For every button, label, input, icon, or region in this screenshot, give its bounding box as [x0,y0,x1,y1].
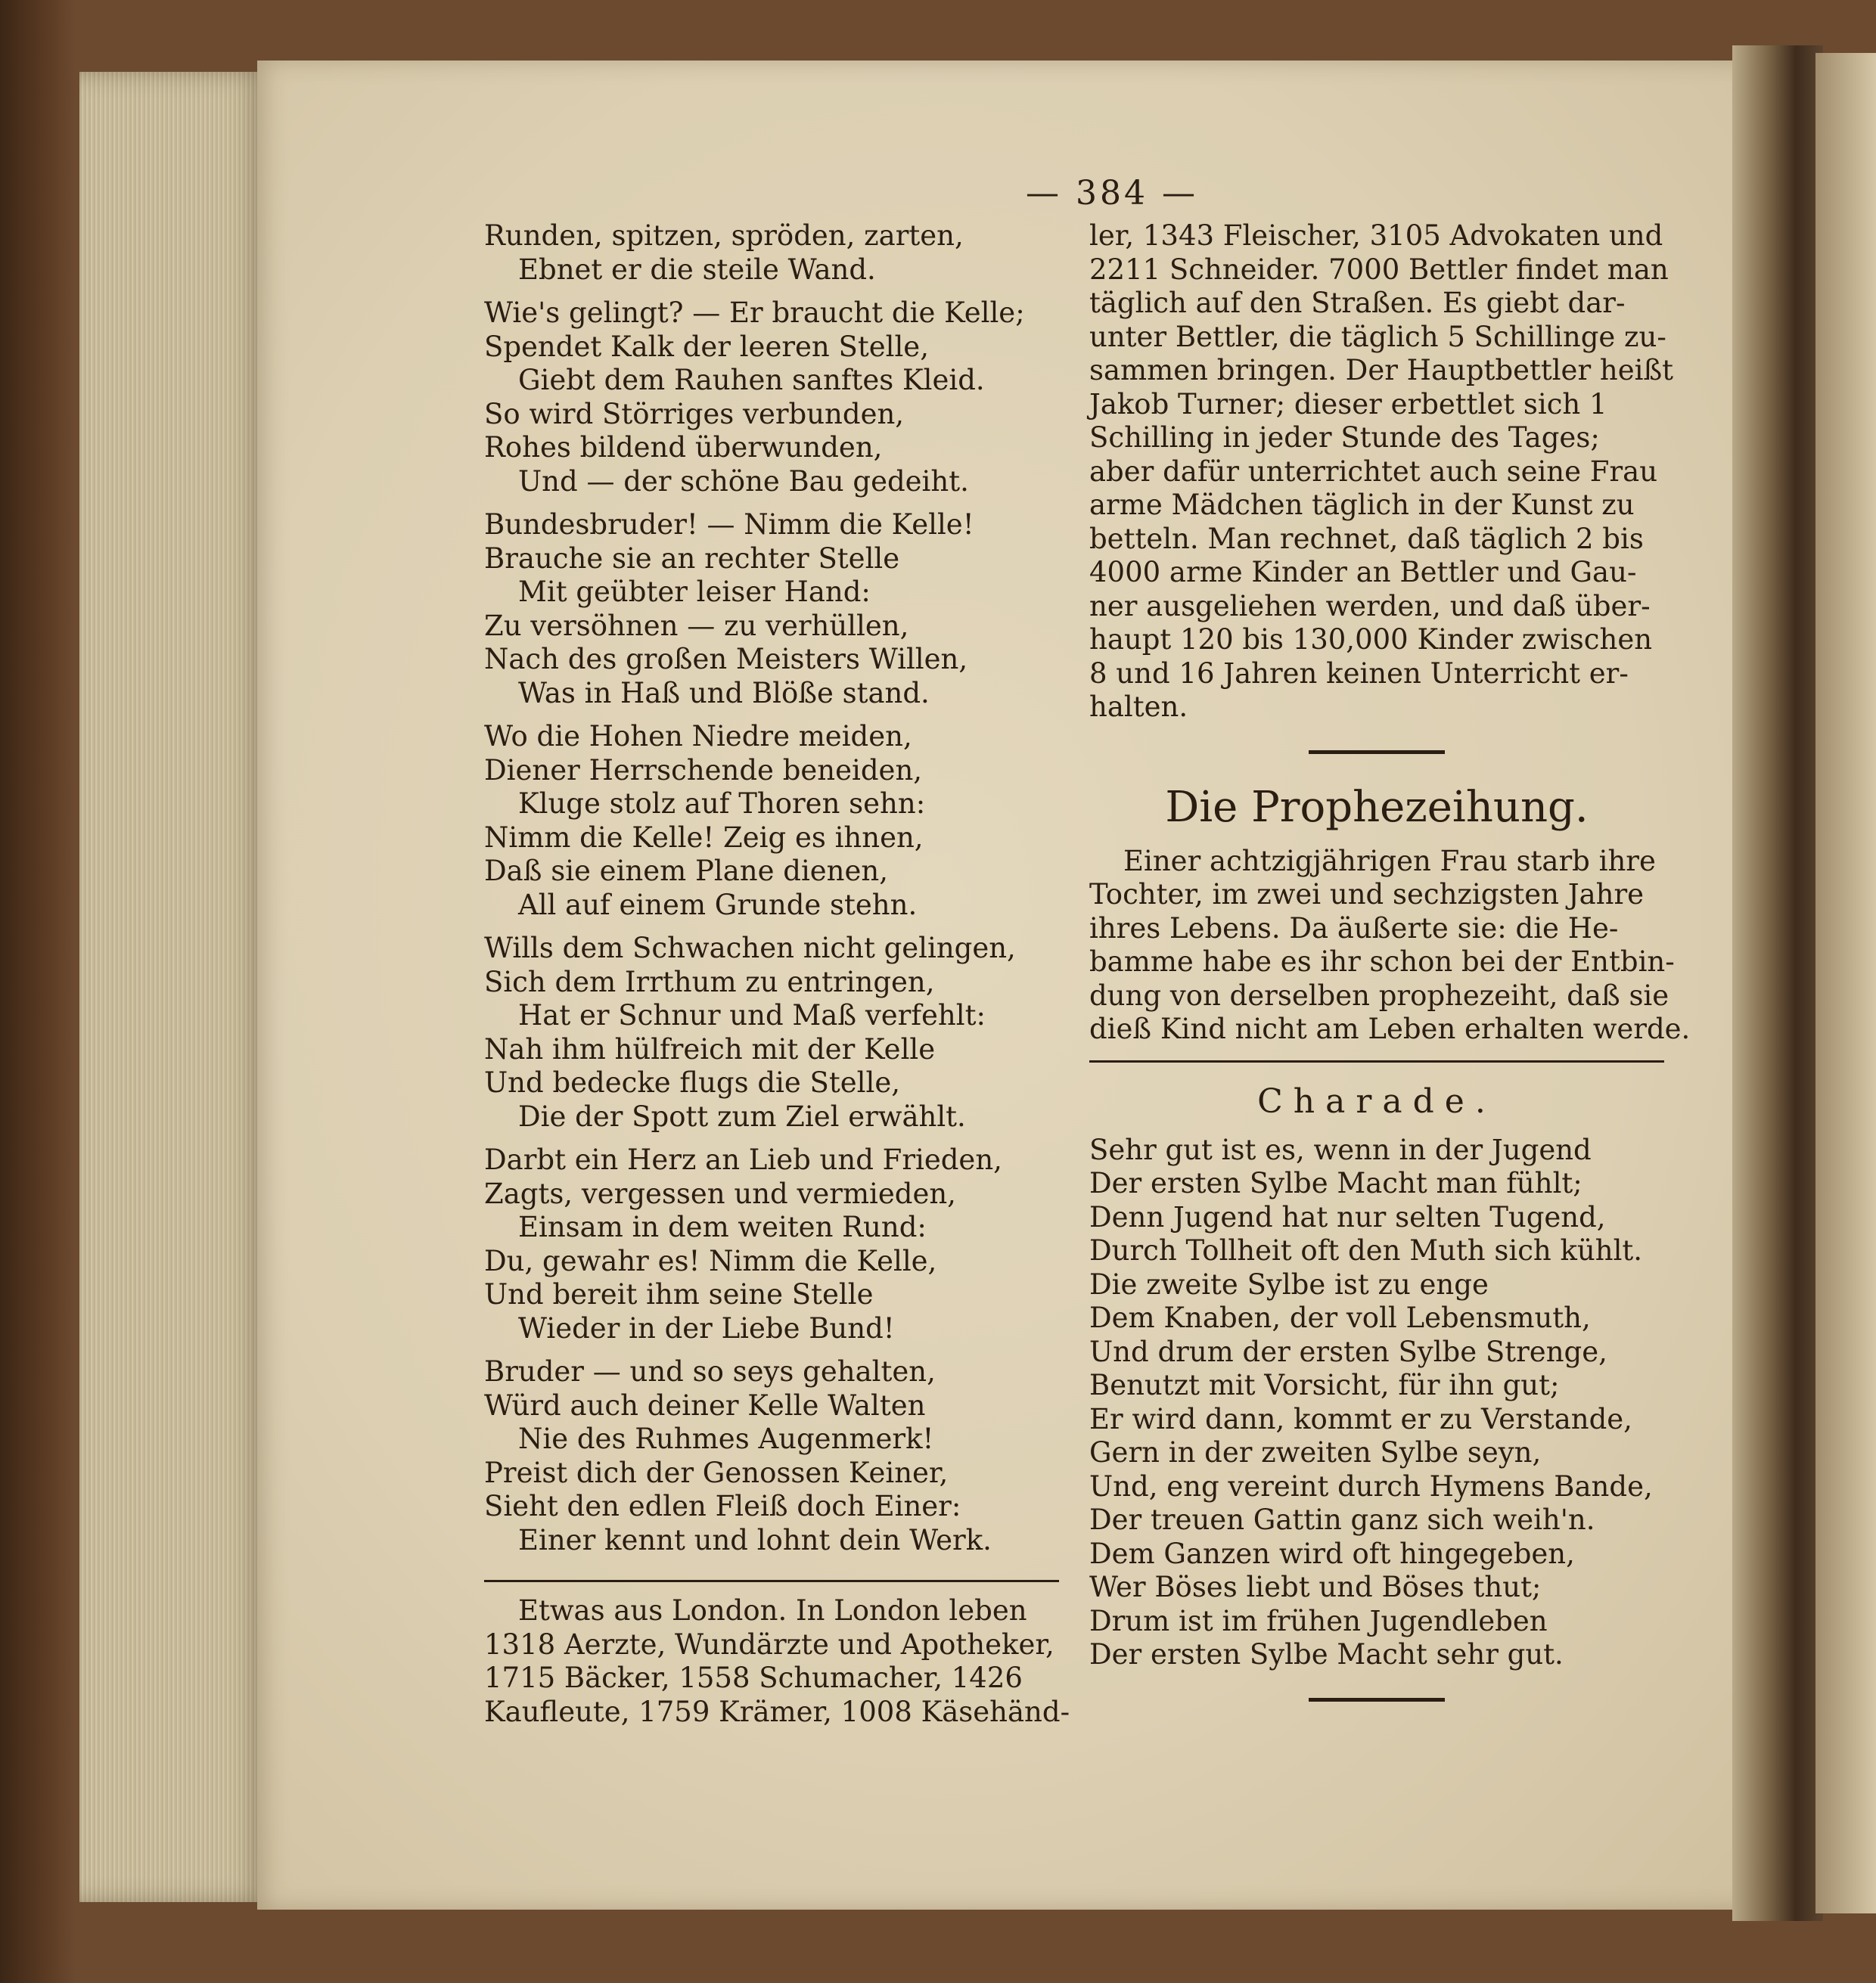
poem-line: Sehr gut ist es, wenn in der Jugend [1089,1133,1592,1166]
poem-line: Diener Herrschende beneiden, [484,753,923,787]
poem-line: Und bereit ihm seine Stelle [484,1278,874,1311]
right-column [1089,219,1691,1729]
short-divider [1309,750,1445,754]
article-line: betteln. Man rechnet, daß täglich 2 bis [1089,522,1644,555]
charade-poem [1089,1134,1664,1672]
poem-line: Dem Ganzen wird oft hingegeben, [1089,1537,1575,1570]
article-line: halten. [1089,690,1188,723]
article-line: dieß Kind nicht am Leben erhalten werde. [1089,1013,1691,1045]
poem-line: Rohes bildend überwunden, [484,431,883,464]
poem-line: Und, eng vereint durch Hymens Bande, [1089,1469,1653,1503]
poem-line: Und drum der ersten Sylbe Strenge, [1089,1335,1607,1368]
book-gutter [1732,45,1823,1921]
article-line: 8 und 16 Jahren keinen Unterricht er- [1089,656,1629,690]
article-line: haupt 120 bis 130,000 Kinder zwischen [1089,623,1653,656]
poem-line: Darbt ein Herz an Lieb und Frieden, [484,1144,1002,1176]
poem-line: Und bedecke flugs die Stelle, [484,1066,900,1099]
article-line: Einer achtzigjährigen Frau starb ihre [1123,844,1656,877]
poem-line: Hat er Schnur und Maß verfehlt: [518,999,986,1032]
poem-stanza-7 [484,1355,1059,1557]
poem-stanza-3 [484,508,1059,710]
poem-line: So wird Störriges verbunden, [484,397,905,430]
article-line: 1318 Aerzte, Wundärzte und Apotheker, [484,1628,1054,1661]
short-divider [1309,1698,1445,1702]
article-line: Tochter, im zwei und sechzigsten Jahre [1089,878,1645,911]
charade-title: Charade. [1257,1081,1496,1121]
article-line: ler, 1343 Fleischer, 3105 Advokaten und [1089,219,1663,252]
poem-line: Der treuen Gattin ganz sich weih'n. [1089,1504,1595,1536]
article-line: Etwas aus London. In London leben [518,1594,1027,1627]
article-line: aber dafür unterrichtet auch seine Frau [1089,455,1658,488]
poem-line: All auf einem Grunde stehn. [518,888,918,921]
poem-line: Was in Haß und Blöße stand. [518,676,930,709]
poem-line: Ebnet er die steile Wand. [518,253,876,286]
poem-line: Er wird dann, kommt er zu Verstande, [1089,1402,1632,1435]
poem-line: Benutzt mit Vorsicht, für ihn gut; [1089,1369,1560,1401]
poem-line: Zu versöhnen — zu verhüllen, [484,609,909,642]
london-article-continued [1089,219,1674,725]
poem-line: Die der Spott zum Ziel erwählt. [518,1100,966,1133]
poem-line: Kluge stolz auf Thoren sehn: [518,787,926,820]
article-line: Schilling in jeder Stunde des Tages; [1089,421,1600,454]
poem-line: Dem Knaben, der voll Lebensmuth, [1089,1302,1591,1334]
left-column [484,219,1070,1729]
poem-line: Die zweite Sylbe ist zu enge [1089,1268,1489,1301]
poem-line: Der ersten Sylbe Macht man fühlt; [1089,1167,1582,1199]
poem-line: Preist dich der Genossen Keiner, [484,1456,949,1489]
poem-line: Sich dem Irrthum zu entringen, [484,965,935,998]
poem-line: Nimm die Kelle! Zeig es ihnen, [484,821,924,854]
poem-line: Durch Tollheit oft den Muth sich kühlt. [1089,1234,1643,1267]
poem-line: Spendet Kalk der leeren Stelle, [484,330,929,363]
article-line: arme Mädchen täglich in der Kunst zu [1089,489,1635,521]
article-line: 1715 Bäcker, 1558 Schumacher, 1426 [484,1662,1023,1694]
page-stack-edge [79,72,269,1902]
poem-line: Daß sie einem Plane dienen, [484,855,888,887]
poem-line: Sieht den edlen Fleiß doch Einer: [484,1490,961,1522]
poem-line: Denn Jugend hat nur selten Tugend, [1089,1200,1606,1234]
section-divider [1089,1060,1664,1063]
poem-line: Und — der schöne Bau gedeiht. [518,464,969,498]
poem-line: Einer kennt und lohnt dein Werk. [518,1523,992,1556]
poem-line: Nie des Ruhmes Augenmerk! [518,1423,934,1455]
article-line: sammen bringen. Der Hauptbettler heißt [1089,354,1674,386]
facing-page-edge [1815,53,1876,1913]
poem-stanza-6 [484,1144,1059,1345]
poem-line: Wo die Hohen Niedre meiden, [484,720,912,753]
article-line: 2211 Schneider. 7000 Bettler findet man [1089,253,1669,286]
poem-line: Wills dem Schwachen nicht gelingen, [484,932,1016,964]
poem-line: Nah ihm hülfreich mit der Kelle [484,1032,936,1066]
poem [484,219,1059,1557]
article-line: täglich auf den Straßen. Es giebt dar- [1089,287,1626,319]
poem-line: Bundesbruder! — Nimm die Kelle! [484,508,974,541]
poem-line: Wieder in der Liebe Bund! [518,1311,895,1345]
article-line: unter Bettler, die täglich 5 Schillinge zu- [1089,320,1666,353]
article-line: bamme habe es ihr schon bei der Entbin- [1089,945,1675,978]
poem-line: Gern in der zweiten Sylbe seyn, [1089,1436,1542,1469]
poem-line: Würd auch deiner Kelle Walten [484,1389,926,1422]
page-number: — 384 — [1026,174,1198,213]
poem-line: Runden, spitzen, spröden, zarten, [484,219,964,252]
section-divider [484,1580,1059,1582]
article-line: ihres Lebens. Da äußerte sie: die He- [1089,911,1619,945]
poem-line: Giebt dem Rauhen sanftes Kleid. [518,364,985,396]
article-line: dung von derselben prophezeiht, daß sie [1089,979,1669,1012]
article-line: Jakob Turner; dieser erbettlet sich 1 [1089,387,1607,420]
poem-line: Mit geübter leiser Hand: [518,576,871,608]
poem-line: Der ersten Sylbe Macht sehr gut. [1089,1638,1564,1671]
poem-line: Wer Böses liebt und Böses thut; [1089,1571,1542,1603]
prophecy-title: Die Prophezeihung. [1165,782,1589,832]
poem-line: Nach des großen Meisters Willen, [484,643,968,675]
poem-line: Drum ist im frühen Jugendleben [1089,1604,1548,1637]
poem-line: Zagts, vergessen und vermieden, [484,1177,956,1210]
prophecy-text [1089,844,1691,1047]
poem-line: Einsam in dem weiten Rund: [518,1211,927,1243]
poem-stanza-4 [484,720,1059,922]
poem-line: Brauche sie an rechter Stelle [484,542,900,575]
poem-line: Du, gewahr es! Nimm die Kelle, [484,1244,937,1277]
article-line: ner ausgeliehen werden, und daß über- [1089,589,1651,622]
poem-line: Wie's gelingt? — Er braucht die Kelle; [484,296,1025,329]
london-article [484,1594,1070,1729]
article-line: 4000 arme Kinder an Bettler und Gau- [1089,556,1637,588]
poem-stanza-2 [484,296,1059,498]
poem-stanza-5 [484,932,1059,1134]
article-line: Kaufleute, 1759 Krämer, 1008 Käsehänd- [484,1695,1070,1728]
poem-stanza-1 [484,219,1059,287]
poem-line: Bruder — und so seys gehalten, [484,1355,936,1388]
